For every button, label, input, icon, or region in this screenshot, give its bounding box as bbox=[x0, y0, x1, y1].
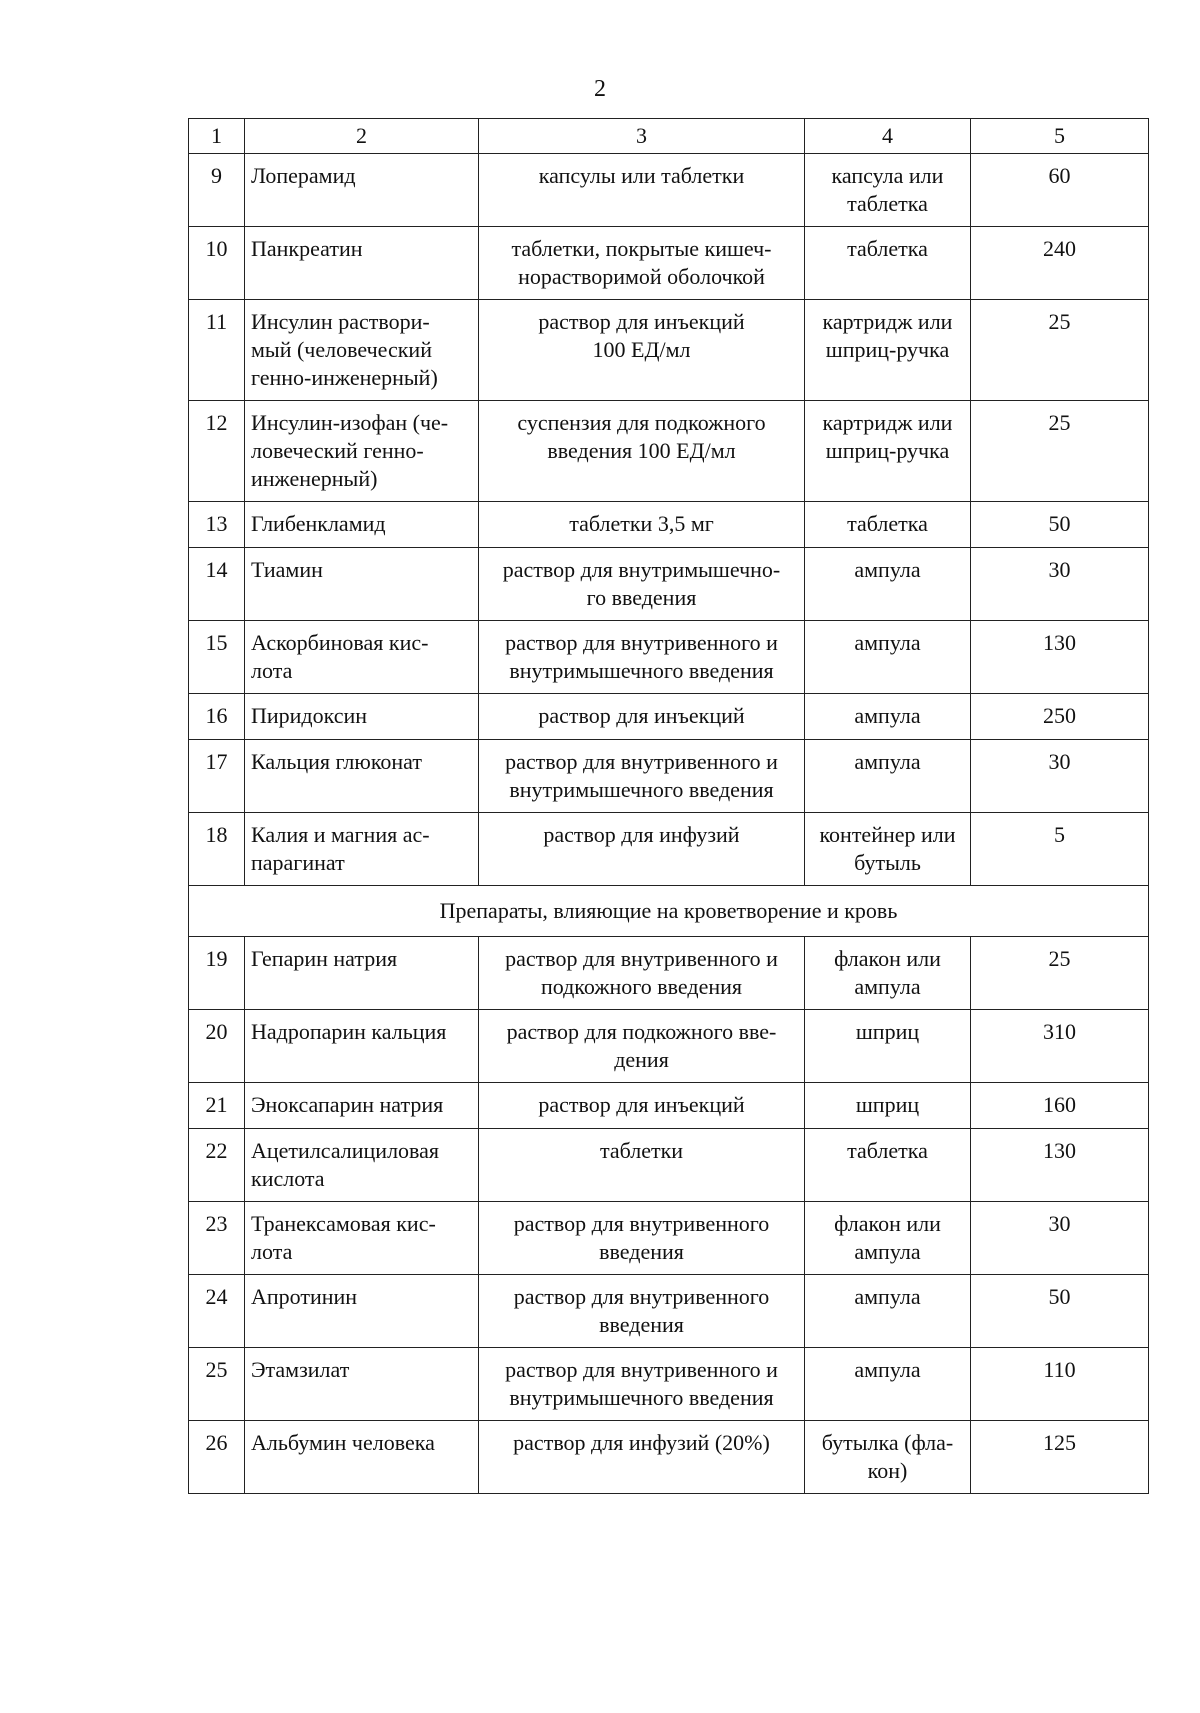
drug-name bbox=[245, 1129, 479, 1202]
dosage-form-line: раствор для инфузий bbox=[543, 822, 740, 847]
table-row bbox=[189, 1010, 1149, 1083]
dosage-form bbox=[479, 227, 805, 300]
package-unit bbox=[805, 1010, 971, 1083]
table-row bbox=[189, 813, 1149, 886]
package-unit bbox=[805, 548, 971, 621]
row-number: 18 bbox=[189, 813, 245, 886]
row-number: 10 bbox=[189, 227, 245, 300]
table-row bbox=[189, 300, 1149, 401]
package-unit bbox=[805, 1129, 971, 1202]
drug-name-line: инженерный) bbox=[251, 466, 378, 491]
row-number: 14 bbox=[189, 548, 245, 621]
drug-name-line: парагинат bbox=[251, 850, 345, 875]
dosage-form-line: введения bbox=[599, 1312, 684, 1337]
quantity: 125 bbox=[971, 1421, 1149, 1494]
package-unit bbox=[805, 401, 971, 502]
drug-name bbox=[245, 937, 479, 1010]
dosage-form bbox=[479, 548, 805, 621]
dosage-form bbox=[479, 154, 805, 227]
package-unit-line: контейнер или bbox=[819, 822, 956, 847]
dosage-form-line: раствор для внутривенного и bbox=[505, 946, 778, 971]
dosage-form bbox=[479, 1010, 805, 1083]
drug-name-line: лота bbox=[251, 1239, 293, 1264]
row-number: 19 bbox=[189, 937, 245, 1010]
table-row bbox=[189, 227, 1149, 300]
drug-name-line: Глибенкламид bbox=[251, 511, 386, 536]
package-unit bbox=[805, 694, 971, 740]
drug-name bbox=[245, 1421, 479, 1494]
drug-name bbox=[245, 227, 479, 300]
quantity: 130 bbox=[971, 621, 1149, 694]
table-row bbox=[189, 502, 1149, 548]
dosage-form-line: раствор для внутривенного и bbox=[505, 749, 778, 774]
dosage-form-line: введения bbox=[599, 1239, 684, 1264]
row-number: 25 bbox=[189, 1348, 245, 1421]
package-unit-line: картридж или bbox=[822, 410, 953, 435]
dosage-form-line: капсулы или таблетки bbox=[538, 163, 745, 188]
package-unit-line: ампула bbox=[854, 1239, 921, 1264]
package-unit-line: таблетка bbox=[847, 191, 928, 216]
drug-name-line: Ацетилсалициловая bbox=[251, 1138, 440, 1163]
table-row bbox=[189, 740, 1149, 813]
drug-name bbox=[245, 740, 479, 813]
row-number: 22 bbox=[189, 1129, 245, 1202]
dosage-form-line: раствор для внутривенного и bbox=[505, 630, 778, 655]
row-number: 20 bbox=[189, 1010, 245, 1083]
dosage-form bbox=[479, 1348, 805, 1421]
package-unit-line: таблетка bbox=[847, 511, 928, 536]
dosage-form-line: раствор для подкожного вве- bbox=[506, 1019, 777, 1044]
package-unit bbox=[805, 1202, 971, 1275]
drug-name-line: генно-инженерный) bbox=[251, 365, 438, 390]
quantity: 50 bbox=[971, 502, 1149, 548]
drug-name-line: Кальция глюконат bbox=[251, 749, 422, 774]
drug-name bbox=[245, 1275, 479, 1348]
package-unit-line: бутыль bbox=[854, 850, 921, 875]
quantity: 130 bbox=[971, 1129, 1149, 1202]
dosage-form bbox=[479, 813, 805, 886]
header-cell: 2 bbox=[245, 119, 479, 154]
dosage-form-line: внутримышечного введения bbox=[509, 658, 774, 683]
quantity: 25 bbox=[971, 401, 1149, 502]
table-row bbox=[189, 937, 1149, 1010]
drug-name-line: Лоперамид bbox=[251, 163, 356, 188]
package-unit-line: флакон или bbox=[834, 1211, 941, 1236]
package-unit bbox=[805, 300, 971, 401]
dosage-form bbox=[479, 300, 805, 401]
drug-name-line: Гепарин натрия bbox=[251, 946, 398, 971]
dosage-form-line: внутримышечного введения bbox=[509, 1385, 774, 1410]
package-unit-line: шприц bbox=[855, 1019, 920, 1044]
row-number: 13 bbox=[189, 502, 245, 548]
dosage-form-line: раствор для инфузий (20%) bbox=[513, 1430, 770, 1455]
drug-table bbox=[188, 118, 1149, 1494]
dosage-form-line: раствор для внутривенного bbox=[513, 1211, 770, 1236]
drug-name bbox=[245, 1348, 479, 1421]
header-cell: 5 bbox=[971, 119, 1149, 154]
page-number: 2 bbox=[594, 76, 606, 102]
quantity: 5 bbox=[971, 813, 1149, 886]
dosage-form-line: таблетки, покрытые кишеч- bbox=[511, 236, 772, 261]
package-unit-line: кон) bbox=[867, 1458, 908, 1483]
drug-name bbox=[245, 548, 479, 621]
package-unit bbox=[805, 1421, 971, 1494]
drug-name-line: Калия и магния ас- bbox=[251, 822, 430, 847]
row-number: 26 bbox=[189, 1421, 245, 1494]
dosage-form bbox=[479, 1421, 805, 1494]
drug-name-line: ловеческий генно- bbox=[251, 438, 424, 463]
drug-name bbox=[245, 502, 479, 548]
dosage-form bbox=[479, 1275, 805, 1348]
dosage-form bbox=[479, 694, 805, 740]
table-row bbox=[189, 548, 1149, 621]
table-row bbox=[189, 1275, 1149, 1348]
drug-name bbox=[245, 401, 479, 502]
package-unit-line: шприц bbox=[855, 1092, 920, 1117]
package-unit bbox=[805, 1083, 971, 1129]
drug-name-line: Инсулин-изофан (че- bbox=[251, 410, 449, 435]
package-unit-line: бутылка (фла- bbox=[821, 1430, 954, 1455]
package-unit bbox=[805, 1348, 971, 1421]
dosage-form bbox=[479, 1202, 805, 1275]
quantity: 110 bbox=[971, 1348, 1149, 1421]
dosage-form bbox=[479, 401, 805, 502]
package-unit bbox=[805, 937, 971, 1010]
dosage-form-line: раствор для инъекций bbox=[538, 703, 745, 728]
package-unit-line: флакон или bbox=[834, 946, 941, 971]
drug-name-line: Транексамовая кис- bbox=[251, 1211, 436, 1236]
package-unit bbox=[805, 621, 971, 694]
quantity: 240 bbox=[971, 227, 1149, 300]
drug-name-line: Инсулин раствори- bbox=[251, 309, 430, 334]
drug-name bbox=[245, 621, 479, 694]
dosage-form-line: раствор для внутримышечно- bbox=[502, 557, 781, 582]
drug-name-line: Апротинин bbox=[251, 1284, 358, 1309]
drug-name-line: Пиридоксин bbox=[251, 703, 368, 728]
dosage-form bbox=[479, 502, 805, 548]
drug-name bbox=[245, 300, 479, 401]
quantity: 25 bbox=[971, 300, 1149, 401]
drug-name bbox=[245, 1010, 479, 1083]
table-row bbox=[189, 1348, 1149, 1421]
package-unit-line: ампула bbox=[854, 557, 921, 582]
quantity: 30 bbox=[971, 1202, 1149, 1275]
dosage-form bbox=[479, 1083, 805, 1129]
quantity: 30 bbox=[971, 740, 1149, 813]
row-number: 12 bbox=[189, 401, 245, 502]
dosage-form-line: норастворимой оболочкой bbox=[518, 264, 765, 289]
row-number: 23 bbox=[189, 1202, 245, 1275]
row-number: 16 bbox=[189, 694, 245, 740]
row-number: 21 bbox=[189, 1083, 245, 1129]
package-unit-line: ампула bbox=[854, 1284, 921, 1309]
drug-name bbox=[245, 694, 479, 740]
package-unit bbox=[805, 813, 971, 886]
package-unit-line: ампула bbox=[854, 974, 921, 999]
row-number: 11 bbox=[189, 300, 245, 401]
drug-name-line: Эноксапарин натрия bbox=[251, 1092, 444, 1117]
table-row bbox=[189, 694, 1149, 740]
package-unit-line: капсула или bbox=[831, 163, 944, 188]
dosage-form-line: раствор для инъекций bbox=[538, 309, 745, 334]
package-unit bbox=[805, 154, 971, 227]
package-unit bbox=[805, 1275, 971, 1348]
drug-name-line: Тиамин bbox=[251, 557, 323, 582]
row-number: 9 bbox=[189, 154, 245, 227]
drug-name bbox=[245, 1083, 479, 1129]
dosage-form-line: дения bbox=[614, 1047, 669, 1072]
package-unit-line: таблетка bbox=[847, 1138, 928, 1163]
header-cell: 1 bbox=[189, 119, 245, 154]
package-unit-line: ампула bbox=[854, 1357, 921, 1382]
dosage-form-line: суспензия для подкожного bbox=[517, 410, 766, 435]
quantity: 25 bbox=[971, 937, 1149, 1010]
dosage-form-line: раствор для внутривенного и bbox=[505, 1357, 778, 1382]
dosage-form-line: таблетки bbox=[599, 1138, 684, 1163]
package-unit-line: таблетка bbox=[847, 236, 928, 261]
table-row bbox=[189, 154, 1149, 227]
header-row bbox=[189, 119, 1149, 154]
quantity: 60 bbox=[971, 154, 1149, 227]
table-row bbox=[189, 1083, 1149, 1129]
drug-name-line: лота bbox=[251, 658, 293, 683]
drug-name-line: Панкреатин bbox=[251, 236, 363, 261]
package-unit bbox=[805, 227, 971, 300]
package-unit-line: ампула bbox=[854, 630, 921, 655]
dosage-form bbox=[479, 937, 805, 1010]
dosage-form-line: 100 ЕД/мл bbox=[592, 337, 691, 362]
table-row bbox=[189, 621, 1149, 694]
package-unit bbox=[805, 740, 971, 813]
quantity: 310 bbox=[971, 1010, 1149, 1083]
quantity: 250 bbox=[971, 694, 1149, 740]
header-cell: 3 bbox=[479, 119, 805, 154]
table-row bbox=[189, 401, 1149, 502]
dosage-form-line: введения 100 ЕД/мл bbox=[547, 438, 736, 463]
drug-name-line: мый (человеческий bbox=[251, 337, 432, 362]
package-unit bbox=[805, 502, 971, 548]
dosage-form bbox=[479, 1129, 805, 1202]
package-unit-line: шприц-ручка bbox=[825, 337, 950, 362]
header-cell: 4 bbox=[805, 119, 971, 154]
drug-name-line: кислота bbox=[251, 1166, 325, 1191]
dosage-form-line: го введения bbox=[586, 585, 697, 610]
quantity: 160 bbox=[971, 1083, 1149, 1129]
dosage-form-line: раствор для внутривенного bbox=[513, 1284, 770, 1309]
drug-name-line: Этамзилат bbox=[251, 1357, 350, 1382]
package-unit-line: шприц-ручка bbox=[825, 438, 950, 463]
quantity: 30 bbox=[971, 548, 1149, 621]
table-row bbox=[189, 1421, 1149, 1494]
dosage-form-line: раствор для инъекций bbox=[538, 1092, 745, 1117]
dosage-form-line: внутримышечного введения bbox=[509, 777, 774, 802]
row-number: 17 bbox=[189, 740, 245, 813]
drug-name-line: Альбумин человека bbox=[251, 1430, 435, 1455]
dosage-form bbox=[479, 740, 805, 813]
drug-name bbox=[245, 813, 479, 886]
drug-name-line: Аскорбиновая кис- bbox=[251, 630, 429, 655]
package-unit-line: ампула bbox=[854, 703, 921, 728]
dosage-form bbox=[479, 621, 805, 694]
drug-name bbox=[245, 1202, 479, 1275]
drug-name bbox=[245, 154, 479, 227]
section-title: Препараты, влияющие на кроветворение и кровь bbox=[189, 886, 1149, 937]
row-number: 15 bbox=[189, 621, 245, 694]
dosage-form-line: подкожного введения bbox=[540, 974, 743, 999]
table-row bbox=[189, 1202, 1149, 1275]
package-unit-line: ампула bbox=[854, 749, 921, 774]
drug-name-line: Надропарин кальция bbox=[251, 1019, 447, 1044]
section-row bbox=[189, 886, 1149, 937]
table-row bbox=[189, 1129, 1149, 1202]
quantity: 50 bbox=[971, 1275, 1149, 1348]
dosage-form-line: таблетки 3,5 мг bbox=[569, 511, 714, 536]
row-number: 24 bbox=[189, 1275, 245, 1348]
package-unit-line: картридж или bbox=[822, 309, 953, 334]
